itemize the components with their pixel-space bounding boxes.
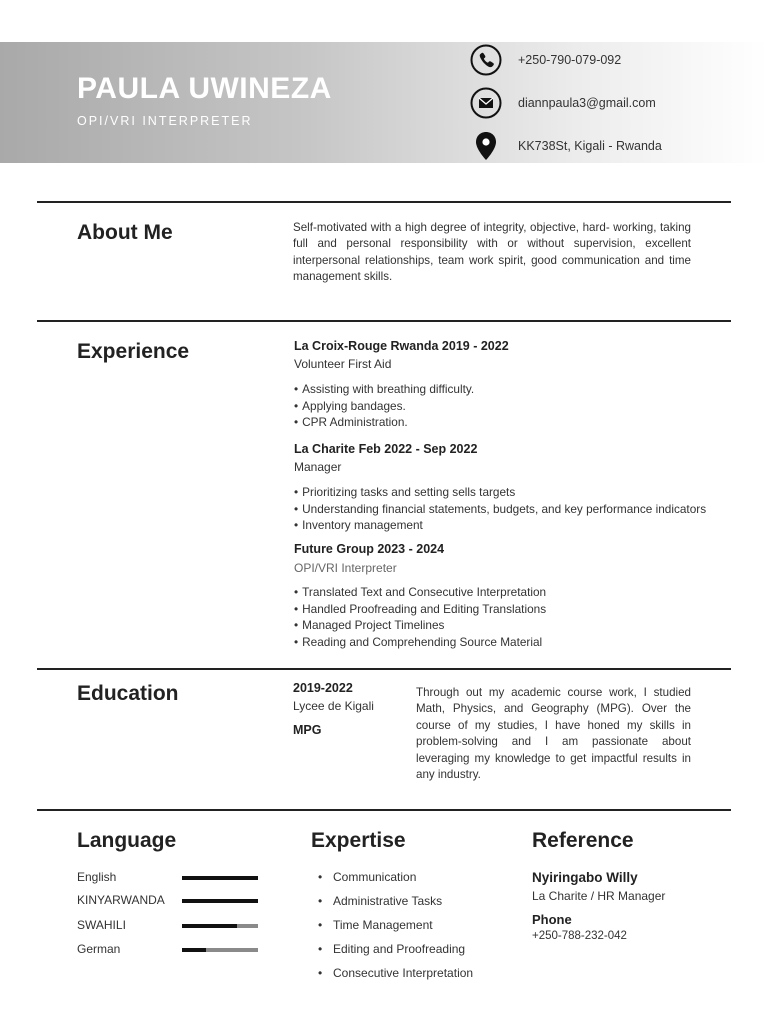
list-item: • Administrative Tasks xyxy=(318,892,473,916)
divider-education xyxy=(37,668,731,670)
language-level-bar xyxy=(182,899,258,903)
contact-phone-text[interactable]: +250-790-079-092 xyxy=(518,53,622,67)
language-name: SWAHILI xyxy=(77,918,126,932)
experience-title: Experience xyxy=(77,340,190,363)
location-pin-icon xyxy=(470,130,502,162)
list-item: • Time Management xyxy=(318,916,473,940)
job-bullets xyxy=(294,484,706,534)
list-item: • Applying bandages. xyxy=(294,398,474,415)
contact-address-text: KK738St, Kigali - Rwanda xyxy=(518,139,662,153)
contact-address xyxy=(470,130,662,162)
expertise-title: Expertise xyxy=(311,829,406,852)
about-text: Self-motivated with a high degree of integrity, objective, hard- working, taking full and personal responsibility with or without supervision, excellent interpersonal relationships, team work spirit, good communication and time management skills. xyxy=(293,221,691,284)
list-item: • Assisting with breathing difficulty. xyxy=(294,381,474,398)
language-name: English xyxy=(77,870,117,884)
reference-role: La Charite / HR Manager xyxy=(532,889,666,903)
contact-email-text[interactable]: diannpaula3@gmail.com xyxy=(518,96,656,110)
language-level-bar xyxy=(182,876,258,880)
job-title: Future Group 2023 - 2024 xyxy=(294,542,445,556)
job-position: Manager xyxy=(294,460,342,474)
language-level-bar xyxy=(182,948,258,952)
email-icon xyxy=(470,87,502,119)
job-bullets xyxy=(294,584,546,650)
list-item: • Communication xyxy=(318,868,473,892)
candidate-role: OPI/VRI INTERPRETER xyxy=(77,114,253,128)
job-position: Volunteer First Aid xyxy=(294,357,392,371)
language-level-fill xyxy=(182,876,258,880)
reference-phone-label: Phone xyxy=(532,912,572,927)
reference-name: Nyiringabo Willy xyxy=(532,870,638,885)
list-item: • Managed Project Timelines xyxy=(294,617,546,634)
education-school: Lycee de Kigali xyxy=(293,699,374,713)
language-name: KINYARWANDA xyxy=(77,893,165,907)
reference-phone[interactable]: +250-788-232-042 xyxy=(532,930,627,942)
education-years: 2019-2022 xyxy=(293,681,353,695)
divider-experience xyxy=(37,320,731,322)
education-description: Through out my academic course work, I studied Math, Physics, and Geography (MPG). Over the course of my studies, I have honed my skills in problem-solving and I am passionate about leveraging my knowledge to get impactful results in any industry. xyxy=(416,686,691,782)
language-level-fill xyxy=(182,924,237,928)
education-program: MPG xyxy=(293,723,322,737)
list-item: • Handled Proofreading and Editing Translations xyxy=(294,601,546,618)
list-item: • Consecutive Interpretation xyxy=(318,964,473,988)
language-name: German xyxy=(77,942,121,956)
job-title: La Croix-Rouge Rwanda 2019 - 2022 xyxy=(294,339,509,353)
language-title: Language xyxy=(77,829,177,852)
divider-about xyxy=(37,201,731,203)
divider-bottom xyxy=(37,809,731,811)
about-title: About Me xyxy=(77,221,173,244)
education-title: Education xyxy=(77,682,179,705)
list-item: • Prioritizing tasks and setting sells targets xyxy=(294,484,706,501)
job-title: La Charite Feb 2022 - Sep 2022 xyxy=(294,442,478,456)
language-level-fill xyxy=(182,899,258,903)
list-item: • Editing and Proofreading xyxy=(318,940,473,964)
job-position: OPI/VRI Interpreter xyxy=(294,561,397,575)
job-bullets xyxy=(294,381,474,431)
expertise-list xyxy=(318,868,473,988)
list-item: • Understanding financial statements, budgets, and key performance indicators xyxy=(294,501,706,518)
phone-icon xyxy=(470,44,502,76)
contact-email xyxy=(470,87,656,119)
contact-phone xyxy=(470,44,622,76)
language-level-bar xyxy=(182,924,258,928)
reference-title: Reference xyxy=(532,829,634,852)
list-item: • Translated Text and Consecutive Interpretation xyxy=(294,584,546,601)
list-item: • Reading and Comprehending Source Material xyxy=(294,634,546,651)
candidate-name: PAULA UWINEZA xyxy=(77,72,332,105)
language-level-fill xyxy=(182,948,206,952)
list-item: • CPR Administration. xyxy=(294,414,474,431)
list-item: • Inventory management xyxy=(294,517,706,534)
